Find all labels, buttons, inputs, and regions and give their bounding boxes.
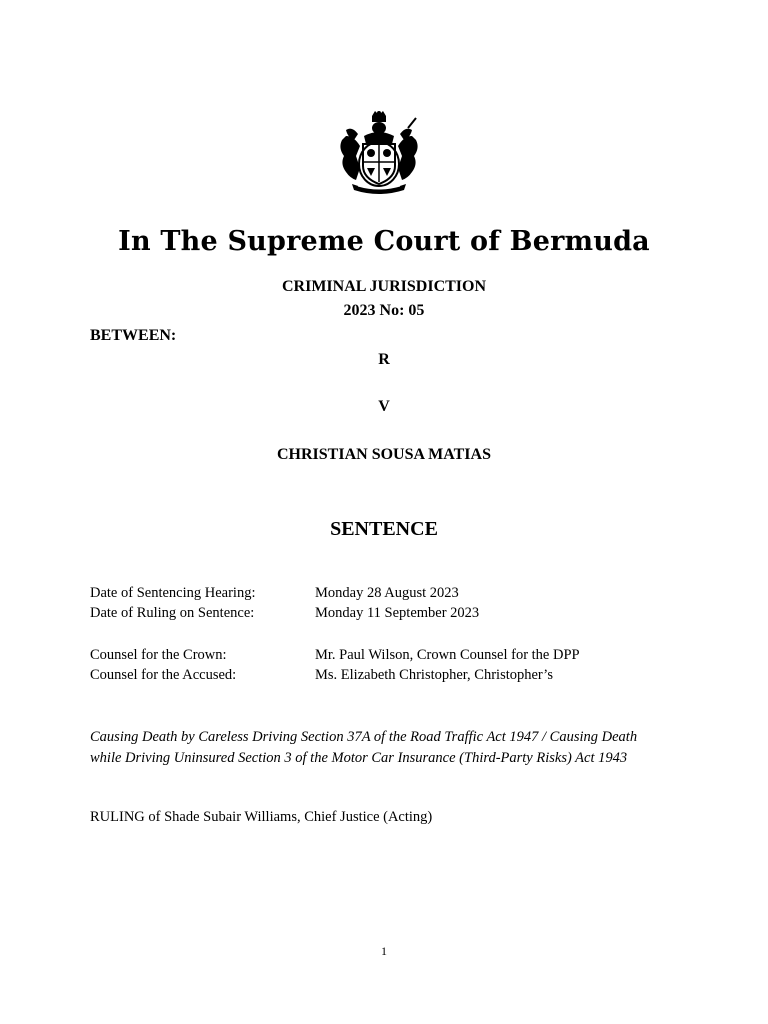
jurisdiction-heading: CRIMINAL JURISDICTION bbox=[281, 278, 487, 295]
court-title: In The Supreme Court of Bermuda bbox=[118, 226, 650, 257]
crown-counsel-label: Counsel for the Crown: bbox=[90, 647, 227, 663]
ruling-date-label: Date of Ruling on Sentence: bbox=[90, 605, 255, 621]
document-type-heading: SENTENCE bbox=[330, 518, 438, 540]
between-label: BETWEEN: bbox=[90, 327, 177, 344]
prosecution-party: R bbox=[378, 351, 390, 368]
accused-counsel-value: Ms. Elizabeth Christopher, Christopher’s bbox=[315, 667, 553, 683]
crown-counsel-value: Mr. Paul Wilson, Crown Counsel for the DPP bbox=[315, 647, 580, 663]
versus-label: V bbox=[378, 398, 390, 415]
page-number: 1 bbox=[381, 944, 387, 958]
offence-line-1: Causing Death by Careless Driving Section 37A of the Road Traffic Act 1947 / Causing Death bbox=[90, 729, 638, 745]
ruling-date-value: Monday 11 September 2023 bbox=[315, 605, 480, 621]
coat-of-arms-emblem bbox=[336, 110, 422, 194]
accused-counsel-label: Counsel for the Accused: bbox=[90, 667, 237, 683]
offence-description bbox=[90, 727, 690, 769]
sentencing-hearing-date: Monday 28 August 2023 bbox=[315, 585, 459, 601]
defendant-name: CHRISTIAN SOUSA MATIAS bbox=[277, 446, 491, 463]
ruling-line: RULING of Shade Subair Williams, Chief Justice (Acting) bbox=[90, 809, 433, 825]
offence-line-2: while Driving Uninsured Section 3 of the Motor Car Insurance (Third-Party Risks) Act 1943 bbox=[90, 750, 628, 766]
case-number: 2023 No: 05 bbox=[343, 302, 425, 319]
sentencing-hearing-label: Date of Sentencing Hearing: bbox=[90, 585, 256, 601]
